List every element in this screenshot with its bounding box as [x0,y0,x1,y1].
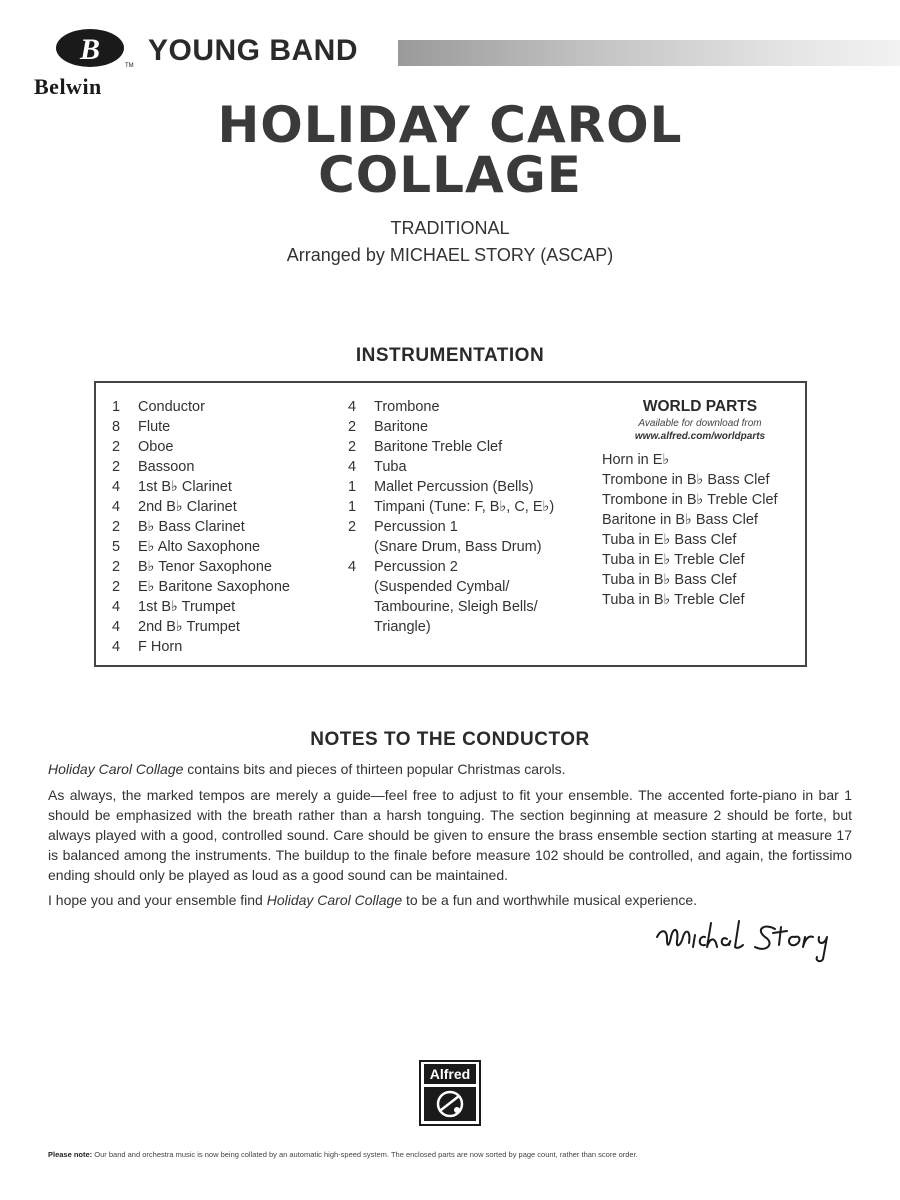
world-part-item: Tuba in B♭ Treble Clef [602,592,745,608]
instrument-row [112,577,290,597]
world-part-item: Baritone in B♭ Bass Clef [602,512,758,528]
alfred-logo [419,1060,481,1126]
instrument-row [112,617,290,637]
instrument-name: Conductor [138,399,205,415]
notes-paragraph-1-text: contains bits and pieces of thirteen popular Christmas carols. [183,761,566,777]
series-title: YOUNG BAND [148,34,359,67]
instrument-quantity: 4 [348,399,357,415]
footer-text: Our band and orchestra music is now being collated by an automatic high-speed system. The enclosed parts are now sorted by page count, rather than score order. [92,1150,638,1159]
instrument-quantity: 5 [112,539,121,555]
instrument-name: Trombone [374,399,440,415]
instrument-quantity: 4 [112,479,121,495]
instrument-row [348,497,554,517]
instrument-name: E♭ Baritone Saxophone [138,579,290,595]
instrument-quantity: 2 [112,559,121,575]
instrument-name: Baritone [374,419,429,435]
instrument-quantity: 2 [348,519,357,535]
instrument-name: B♭ Tenor Saxophone [138,559,272,575]
instrument-row [112,517,290,537]
instrumentation-heading: INSTRUMENTATION [355,345,545,366]
world-parts-note: Available for download from [638,418,762,429]
instrument-quantity: 4 [112,619,121,635]
svg-text:TM: TM [125,63,134,69]
instrument-row [348,397,554,417]
instrument-name: Percussion 2 [374,559,458,575]
notes-paragraph-2: As always, the marked tempos are merely a guide—feel free to adjust to fit your ensemble. The accented forte-piano in bar 1 should be emphasized with the breath rather than a harsh tonguing. The section beginning at measure 2 should be forte, but always played with a good, controlled sound. Care should be given to ensure the brass ensemble section starting at measure 17 is balanced among the instruments. The buildup to the finale before measure 102 should be controlled, and again, the fortissimo ending should only be played as loud as a good sound can be maintained. [48,787,852,883]
instrument-row [112,637,290,657]
world-part-item: Tuba in E♭ Bass Clef [602,532,737,548]
instrument-row [348,577,554,597]
instrument-quantity: 4 [348,459,357,475]
instrument-quantity: 2 [112,519,121,535]
instrument-row [112,417,290,437]
world-parts-heading: WORLD PARTS [642,398,758,415]
instrument-name: Tambourine, Sleigh Bells/ [374,599,538,615]
svg-text:Alfred: Alfred [429,1066,471,1082]
instrument-row [112,537,290,557]
world-part-item: Tuba in B♭ Bass Clef [602,572,737,588]
instrument-quantity: 8 [112,419,121,435]
instrument-row [348,597,554,617]
piece-title-italic: Holiday Carol Collage [48,761,184,777]
instrument-name: Tuba [374,459,407,475]
instrument-quantity [348,537,374,557]
instrument-row [348,477,554,497]
instrument-row [112,437,290,457]
instrument-quantity: 1 [348,479,357,495]
instrument-quantity: 4 [112,639,121,655]
instrument-quantity: 2 [348,439,357,455]
world-parts-url: www.alfred.com/worldparts [634,431,766,442]
signature [655,915,855,965]
instrument-quantity [348,577,374,597]
instrument-quantity [348,597,374,617]
instrument-name: Flute [138,419,171,435]
instrument-name: Timpani (Tune: F, B♭, C, E♭) [374,499,555,515]
instrumentation-box [94,381,807,667]
instrument-quantity: 2 [348,419,357,435]
instrument-row [112,477,290,497]
instrument-name: Triangle) [374,619,431,635]
footer-label: Please note: [48,1150,93,1159]
instrument-row [348,617,554,637]
instrument-row [348,557,554,577]
instrument-name: E♭ Alto Saxophone [138,539,261,555]
instrument-name: (Snare Drum, Bass Drum) [374,539,542,555]
instrument-row [348,417,554,437]
instrument-name: Oboe [138,439,174,455]
instrument-quantity: 1 [112,399,121,415]
instrument-row [112,557,290,577]
instrument-row [348,457,554,477]
notes-paragraph-1 [48,759,852,779]
instrument-quantity: 2 [112,439,121,455]
belwin-wordmark: Belwin [34,74,102,99]
instrument-row [112,497,290,517]
instrument-quantity: 4 [112,599,121,615]
instrument-name: F Horn [138,639,183,655]
instrument-name: Bassoon [138,459,195,475]
footer-note [48,1150,868,1159]
world-parts [602,397,798,610]
composer: TRADITIONAL [390,218,510,238]
instrument-quantity [348,617,374,637]
instrument-column-1 [112,397,290,657]
instrument-name: 1st B♭ Clarinet [138,479,232,495]
instrument-row [348,437,554,457]
notes-heading: NOTES TO THE CONDUCTOR [310,729,590,750]
instrument-name: Percussion 1 [374,519,458,535]
instrument-quantity: 1 [348,499,357,515]
instrument-row [348,537,554,557]
piece-title-line2: COLLAGE [318,146,582,204]
instrument-row [348,517,554,537]
instrument-quantity: 4 [348,559,357,575]
world-parts-list [602,450,798,610]
instrument-name: (Suspended Cymbal/ [374,579,510,595]
instrument-quantity: 4 [112,499,121,515]
piece-title-line1: HOLIDAY CAROL [217,96,683,154]
instrument-name: 2nd B♭ Clarinet [138,499,237,515]
notes-paragraph-3 [48,890,852,910]
instrument-quantity: 2 [112,579,121,595]
instrument-row [112,597,290,617]
instrument-name: B♭ Bass Clarinet [138,519,245,535]
notes-paragraph-3-text-a: I hope you and your ensemble find [48,892,267,908]
world-part-item: Trombone in B♭ Treble Clef [602,492,778,508]
world-part-item: Tuba in E♭ Treble Clef [602,552,745,568]
instrument-name: 2nd B♭ Trumpet [138,619,240,635]
instrument-name: Mallet Percussion (Bells) [374,479,534,495]
instrument-row [112,457,290,477]
instrument-column-2 [348,397,554,637]
svg-text:B: B [79,33,101,66]
instrument-name: 1st B♭ Trumpet [138,599,236,615]
arranger: Arranged by MICHAEL STORY (ASCAP) [286,245,614,265]
instrument-quantity: 2 [112,459,121,475]
notes-paragraph-3-text-b: to be a fun and worthwhile musical experience. [402,892,698,908]
instrument-row [112,397,290,417]
piece-title-italic: Holiday Carol Collage [266,892,403,908]
world-part-item: Horn in E♭ [602,452,670,468]
world-part-item: Trombone in B♭ Bass Clef [602,472,770,488]
series-bar [398,40,900,66]
instrument-name: Baritone Treble Clef [374,439,503,455]
